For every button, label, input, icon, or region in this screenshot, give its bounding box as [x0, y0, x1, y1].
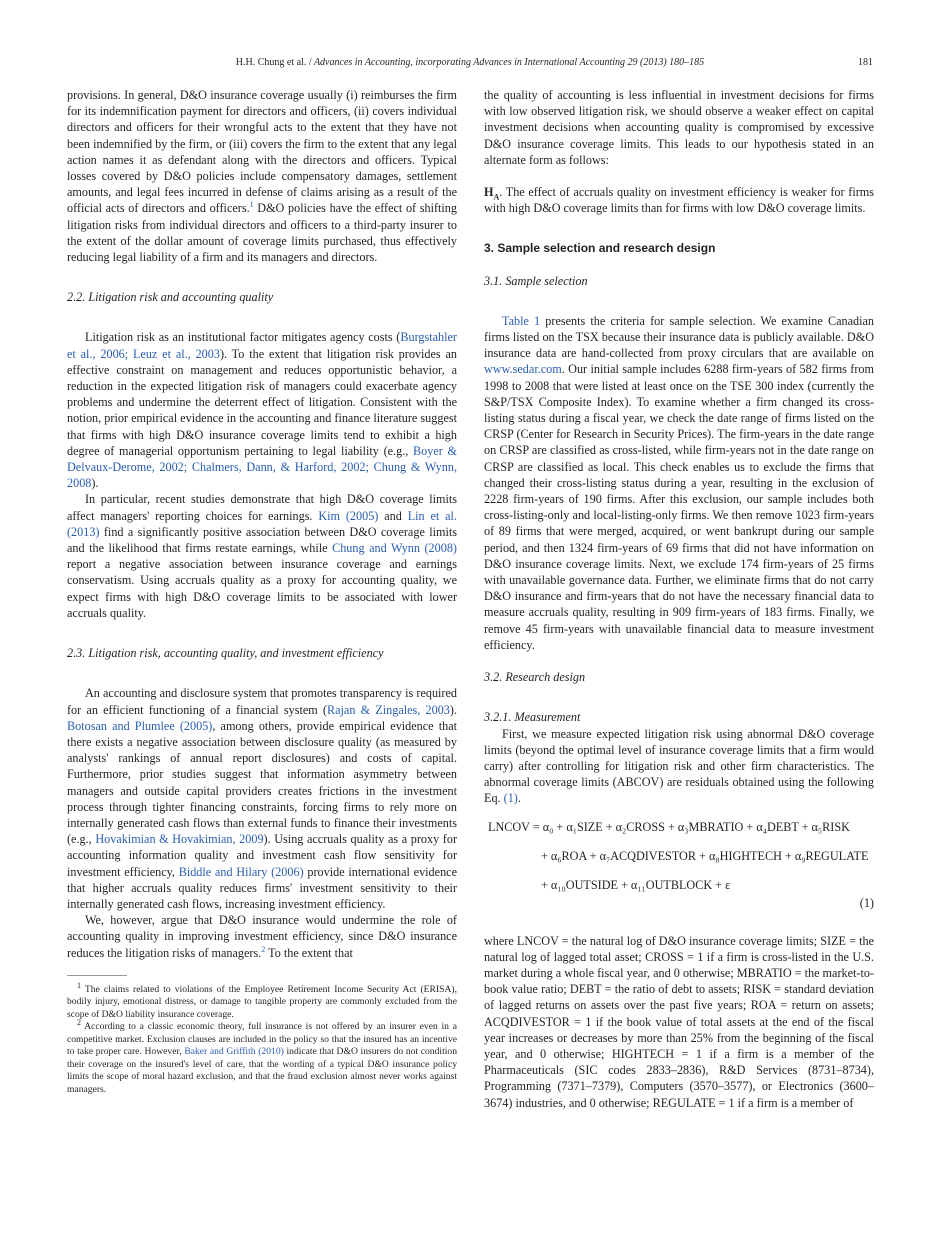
section-heading-2-2: 2.2. Litigation risk and accounting quality: [67, 290, 274, 305]
paragraph: provisions. In general, D&O insurance coverage usually (i) reimburses the firm for its indemnification payment for directors and officers, (ii) covers individual directors and officers for their wrongful acts to the extent that they have not been indemnified by the firm, or (iii) covers the firm to the extent that any legal action names it as defendant along with the directors and officers. Typical losses covered by D&O policies include compensatory damages, settlement amounts, and legal fees incurred in defense of claims arising as a result of the official acts of directors and officers.$^1$ D&O policies have the effect of shifting litigation risks from individual directors and officers to a third-party insurer to the extent of the dollar amount of coverage limits purchased, thus effectively reducing legal liability of a firm and its managers and directors.: [67, 88, 457, 265]
right-column: [484, 87, 874, 1111]
equation-number: (1): [859, 895, 874, 910]
citation-link[interactable]: Rajan & Zingales, 2003: [327, 702, 450, 717]
paragraph: Litigation risk as an institutional factor mitigates agency costs (Burgstahler et al., 2006; Leuz et al., 2003). To the extent that litigation risk provides an effective constraint on management and reduces opportunistic behavior, a reduction in the expected litigation risk of managers could exacerbate agency problems and undermine the deterrent effect of litigation. Consistent with the notion, prior empirical evidence in the accounting and finance literature suggest that firms with high D&O insurance coverage limits tend to exhibit a high degree of managerial opportunism pertaining to legal liability (e.g., Boyer & Delvaux-Derome, 2002; Chalmers, Dann, & Harford, 2002; Chung & Wynn, 2008).: [67, 330, 457, 491]
citation-link[interactable]: Boyer & Delvaux-Derome, 2002; Chalmers, Dann, & Harford, 2002; Chung & Wynn, 2008: [67, 443, 457, 491]
footnote-1: $^1$ The claims related to violations of the Employee Retirement Income Security Act (ERISA), bodily injury, emotional distress, or damage to tangible property are commonly excluded from the scope of D&O liability insurance coverage.: [67, 980, 457, 1020]
footnote-divider: [67, 975, 127, 976]
hypothesis: $H_A$. The effect of accruals quality on investment efficiency is weaker for firms with high D&O coverage limits than for firms with low D&O coverage limits.: [484, 185, 874, 216]
equation-1: [484, 819, 874, 917]
footnotes: [67, 980, 457, 1097]
paragraph: An accounting and disclosure system that promotes transparency is required for an efficient functioning of a financial system (Rajan & Zingales, 2003). Botosan and Plumlee (2005), among others, provide empirical evidence that there exists a negative association between disclosure quality (as measured by analysts' rankings of annual report disclosures) and costs of capital. Furthermore, prior studies suggest that information asymmetry between managers and outside capital providers creates frictions in the investment process through tighter financing constraints, forcing firms to rely more on internally generated cash flows than external funds to finance their investments (e.g., Hovakimian & Hovakimian, 2009). Using accruals quality as a proxy for accounting information quality and investment cash flow sensitivity for investment efficiency, Biddle and Hilary (2006) provide international evidence that higher accruals quality reduces firms' investment sensitivity to their internally generated cash flows, increasing investment efficiency.: [67, 686, 458, 911]
paragraph: the quality of accounting is less influential in investment decisions for firms with low observed litigation risk, we should observe a weaker effect on capital investment decisions when accounting quality is compromised by excessive D&O insurance coverage limits. This leads to our hypothesis stated in an alternate form as follows:: [484, 88, 874, 167]
paragraph: First, we measure expected litigation risk using abnormal D&O coverage limits (beyond the optimal level of insurance coverage limits that a firm would carry) after controlling for litigation risk and other firm characteristics. The abnormal coverage limits (ABCOV) are residuals obtained using the following Eq. (1).: [484, 726, 874, 806]
equation-line: + α₁₀OUTSIDE + α₁₁OUTBLOCK + ε: [541, 877, 731, 892]
paragraph: where LNCOV = the natural log of D&O insurance coverage limits; SIZE = the natural log of lagged total asset; CROSS = 1 if a firm is cross-listed in the U.S. market during a whole fiscal year, and 0 otherwise; MBRATIO = the market-to-book value ratio; DEBT = the ratio of debt to assets; RISK = standard deviation of lagged returns on assets over the past five years; ROA = return on assets; ACQDIVESTOR = 1 if the book value of total assets at the end of the fiscal year increases or decreases by more than 25% from the beginning of the fiscal year, and 0 otherwise; HIGHTECH = 1 if a firm is a member of the Pharmaceuticals (SIC codes 2833–2836), R&D Services (8731–8734), Programming (7371–7379), Computers (3570–3577), or Electronics (3600–3674) industries, and 0 otherwise; REGULATE = 1 if a firm is a member of: [484, 933, 874, 1110]
citation-link[interactable]: Kim (2005): [318, 508, 379, 523]
page-number: 181: [858, 57, 873, 68]
citation-link[interactable]: Chung and Wynn (2008): [332, 541, 457, 556]
table-link[interactable]: Table 1: [502, 313, 541, 328]
paragraph: We, however, argue that D&O insurance would undermine the role of accounting quality in improving investment efficiency, since D&O insurance reduces the litigation risks of managers.$^2$ To the extent that: [67, 913, 457, 960]
section-heading-3-2-1: 3.2.1. Measurement: [484, 710, 581, 725]
journal-citation: H.H. Chung et al. / Advances in Accounting, incorporating Advances in International Accounting 29 (2013) 180–185: [235, 57, 705, 68]
citation-link[interactable]: Burgstahler et al., 2006; Leuz et al., 2003: [67, 330, 457, 361]
equation-line: LNCOV = α₀ + α₁SIZE + α₂CROSS + α₃MBRATIO + α₄DEBT + α₅RISK: [488, 819, 850, 834]
footnote-ref-1[interactable]: 1: [249, 200, 254, 210]
citation-link[interactable]: Hovakimian & Hovakimian, 2009: [95, 832, 264, 847]
citation-link[interactable]: Lin et al. (2013): [67, 508, 457, 539]
website-link[interactable]: www.sedar.com: [484, 362, 562, 377]
footnote-ref-2[interactable]: 2: [261, 944, 266, 954]
section-heading-3: 3. Sample selection and research design: [484, 241, 716, 256]
footnote-2: $^2$ According to a classic economic theory, full insurance is not offered by an insurer even in a competitive market. Exclusion clauses are included in the policy so that the insured has an incentive to take proper care. However, Baker and Griffith (2010) indicate that D&O insurers do not condition their coverage on the insured's level of care, that the wording of a typical D&O insurance policy limits the scope of moral hazard exclusion, and that the fraud exclusion almost never works against managers.: [67, 1018, 457, 1095]
left-column: [67, 87, 457, 1096]
citation-link[interactable]: Baker and Griffith (2010): [184, 1046, 284, 1058]
paragraph: Table 1 presents the criteria for sample selection. We examine Canadian firms listed on the TSX because their insurance data is publicly available. D&O insurance data are hand-collected from proxy circulars that are available on www.sedar.com. Our initial sample includes 6288 firm-years of 582 firms from 1998 to 2008 that were listed at least once on the TSE 300 index (currently the S&P/TSX Composite Index). To examine whether a firm changed its cross-listing status during a fiscal year, we check the date range of firms listed on the CRSP (Center for Research in Security Prices). The firm-years in the date range on CRSP are classified as cross-listed, while firm-years not in the date range on CRSP are classified as local. This check enables us to exclude the firms that changed their cross-listing status during a year, resulting in the exclusion of 2228 firm-years of 190 firms. After this exclusion, our sample includes both cross-listing-only and local-listing-only firms. We then remove 1023 firm-years of 89 firms that were merged, acquired, or went bankrupt during our sample period, and then 1324 firm-years of 69 firms that did not have information on D&O insurance coverage limits. Next, we exclude 174 firm-years of 25 firms with unavailable governance data. Further, we eliminate firms that do not carry D&O insurance and firm-years that do not have the necessary financial data to measure accruals quality, resulting in 909 firm-years of 183 firms. Finally, we remove 45 firm-years with unavailable financial data to measure investment efficiency.: [484, 313, 874, 652]
section-heading-3-1: 3.1. Sample selection: [484, 273, 588, 288]
equation-link[interactable]: (1): [503, 791, 518, 806]
section-heading-3-2: 3.2. Research design: [484, 670, 586, 685]
citation-link[interactable]: Biddle and Hilary (2006): [178, 864, 304, 879]
citation-link[interactable]: Botosan and Plumlee (2005): [67, 718, 213, 733]
equation-line: + α₆ROA + α₇ACQDIVESTOR + α₈HIGHTECH + α₉REGULATE: [541, 848, 869, 863]
section-heading-2-3: 2.3. Litigation risk, accounting quality, and investment efficiency: [67, 646, 384, 661]
paragraph: In particular, recent studies demonstrate that high D&O coverage limits affect managers' reporting choices for earnings. Kim (2005) and Lin et al. (2013) find a significantly positive association between D&O coverage limits and the likelihood that firms restate earnings, while Chung and Wynn (2008) report a negative association between insurance coverage and earnings conservatism. Using accruals quality as a proxy for accounting quality, we expect firms with high D&O coverage limits to be associated with lower accruals quality.: [67, 492, 457, 620]
